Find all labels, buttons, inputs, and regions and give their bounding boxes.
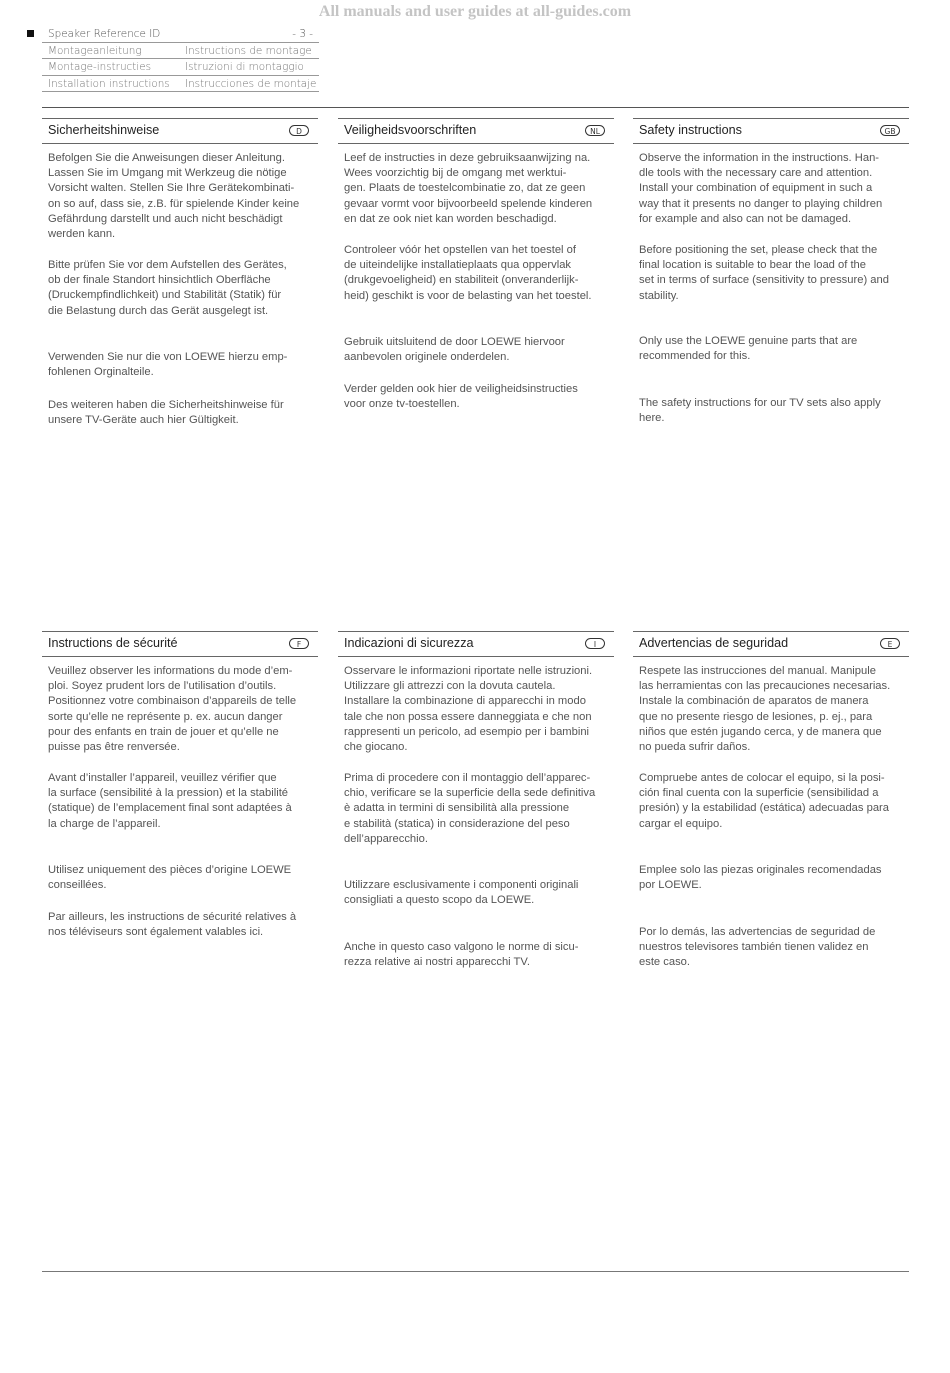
section-title: Instructions de sécurité xyxy=(48,636,178,650)
paragraph: Des weiteren haben die Sicherheitshinweise für unsere TV-Geräte auch hier Gültigkeit. xyxy=(48,399,284,427)
paragraph: Bitte prüfen Sie vor dem Aufstellen des Gerätes, ob der finale Standort hinsichtlich Oberfläche (Druckempfindlichkeit) und Stabilität (Statik) für die Belastung durch das Gerät ausgelegt ist. xyxy=(48,259,287,317)
header-cell: Montage-instructies xyxy=(48,61,152,73)
paragraph: Respete las instrucciones del manual. Manipule las herramientas con las precauciones necesarias. Instale la combinación de aparatos de manera que no presente riesgo de lesiones, p. ej., para niños que estén jugando cerca, y de manera que no pueda sufrir daños. xyxy=(639,665,891,754)
section-title: Indicazioni di sicurezza xyxy=(344,636,474,650)
section-header xyxy=(338,118,614,144)
section-english xyxy=(633,118,909,425)
header-cell: Instructions de montage xyxy=(185,44,312,57)
language-badge: E xyxy=(880,638,900,649)
header-cell: Montageanleitung xyxy=(48,44,142,57)
square-bullet-icon xyxy=(27,30,34,37)
bottom-divider xyxy=(42,1271,909,1272)
paragraph: Veuillez observer les informations du mode d’em- ploi. Soyez prudent lors de l’utilisation d’outils. Positionnez votre combinaison d’appareils de telle sorte qu’elle ne représente p. ex. aucun danger pour des enfants en train de jouer et qu’elle ne puisse pas être renversée. xyxy=(48,665,297,754)
paragraph: Before positioning the set, please check that the final location is suitable to bear the load of the set in terms of surface (sensitivity to pressure) and stability. xyxy=(639,244,889,302)
page-number: - 3 - xyxy=(292,28,313,40)
paragraph: Utilisez uniquement des pièces d’origine LOEWE conseillées. xyxy=(48,864,292,892)
document-header-table xyxy=(42,27,319,93)
section-french xyxy=(42,631,318,939)
paragraph: Verwenden Sie nur die von LOEWE hierzu emp- fohlenen Orginalteile. xyxy=(48,351,288,379)
paragraph: Par ailleurs, les instructions de sécurité relatives à nos téléviseurs sont également valables ici. xyxy=(48,911,297,939)
paragraph: Verder gelden ook hier de veiligheidsinstructies voor onze tv-toestellen. xyxy=(344,383,578,411)
language-badge: GB xyxy=(880,125,900,136)
section-header xyxy=(338,631,614,657)
paragraph: The safety instructions for our TV sets also apply here. xyxy=(639,397,881,425)
paragraph: Compruebe antes de colocar el equipo, si la posi- ción final cuenta con la superficie (sensibilidad a presión) y la estabilidad (estática) adecuadas para cargar el equipo. xyxy=(639,772,889,830)
section-title: Advertencias de seguridad xyxy=(639,636,789,650)
section-header xyxy=(633,631,909,657)
section-header xyxy=(42,118,318,144)
section-title: Safety instructions xyxy=(639,123,742,137)
header-title-row xyxy=(42,27,319,43)
paragraph: Por lo demás, las advertencias de seguridad de nuestros televisores también tienen validez en este caso. xyxy=(639,926,876,969)
header-cell: Istruzioni di montaggio xyxy=(185,61,304,73)
paragraph: Osservare le informazioni riportate nelle istruzioni. Utilizzare gli attrezzi con la dovuta cautela. Installare la combinazione di apparecchi in modo tale che non possa essere danneggiata e che non rappresenti un pericolo, ad esempio per i bambini che giocano. xyxy=(344,665,593,754)
language-badge: D xyxy=(289,125,309,136)
language-badge: I xyxy=(585,638,605,649)
watermark-banner: All manuals and user guides at all-guides.com xyxy=(318,3,632,20)
section-italian xyxy=(338,631,614,969)
paragraph: Utilizzare esclusivamente i componenti originali consigliati a questo scopo da LOEWE. xyxy=(344,879,579,907)
header-cell: Instrucciones de montaje xyxy=(185,77,317,90)
header-row xyxy=(42,60,319,76)
language-badge: NL xyxy=(585,125,605,136)
paragraph: Anche in questo caso valgono le norme di sicu- rezza relative ai nostri apparecchi TV. xyxy=(344,941,579,969)
section-title: Sicherheitshinweise xyxy=(48,123,160,137)
top-divider xyxy=(42,107,909,108)
language-badge: F xyxy=(289,638,309,649)
paragraph: Avant d’installer l’appareil, veuillez vérifier que la surface (sensibilité à la pression) et la stabilité (statique) de l’emplacement final sont adaptées à la charge de l’appareil. xyxy=(48,772,292,830)
section-header xyxy=(42,631,318,657)
paragraph: Befolgen Sie die Anweisungen dieser Anleitung. Lassen Sie im Umgang mit Werkzeug die nötige Vorsicht walten. Stellen Sie Ihre Gerätekombinati- on so auf, dass sie, z.B. für spielende Kinder keine Gefährdung darstellt und auch nicht beschädigt werden kann. xyxy=(48,152,300,241)
paragraph: Leef de instructies in deze gebruiksaanwijzing na. Wees voorzichtig bij de omgang met werktui- gen. Plaats de toestelcombinatie zo, dat ze geen gevaar vormt voor bijvoorbeeld spelende kinderen en dat ze ook niet kan worden beschadigd. xyxy=(344,152,593,225)
section-german xyxy=(42,118,318,427)
paragraph: Gebruik uitsluitend de door LOEWE hiervoor aanbevolen originele onderdelen. xyxy=(344,336,565,364)
document-title: Speaker Reference ID xyxy=(48,28,161,40)
header-row xyxy=(42,44,319,60)
section-spanish xyxy=(633,631,909,969)
section-title: Veiligheidsvoorschriften xyxy=(344,123,477,137)
paragraph: Emplee solo las piezas originales recomendadas por LOEWE. xyxy=(639,864,882,892)
section-header xyxy=(633,118,909,144)
paragraph: Only use the LOEWE genuine parts that are recommended for this. xyxy=(639,335,858,363)
paragraph: Observe the information in the instructions. Han- dle tools with the necessary care and attention. Install your combination of equipment in such a way that it presents no danger to playing children for example and also can not be damaged. xyxy=(639,152,883,225)
section-dutch xyxy=(338,118,614,411)
header-row xyxy=(42,77,319,93)
paragraph: Prima di procedere con il montaggio dell’apparec- chio, verificare se la superficie della sede definitiva è adatta in termini di sensibilità alla pressione e stabilità (statica) in considerazione del peso dell’apparecchio. xyxy=(344,772,596,845)
paragraph: Controleer vóór het opstellen van het toestel of de uiteindelijke installatieplaats qua oppervlak (drukgevoeligheid) en stabiliteit (onveranderlijk- heid) geschikt is voor de belasting van het toestel. xyxy=(344,244,592,302)
header-cell: Installation instructions xyxy=(48,77,170,90)
